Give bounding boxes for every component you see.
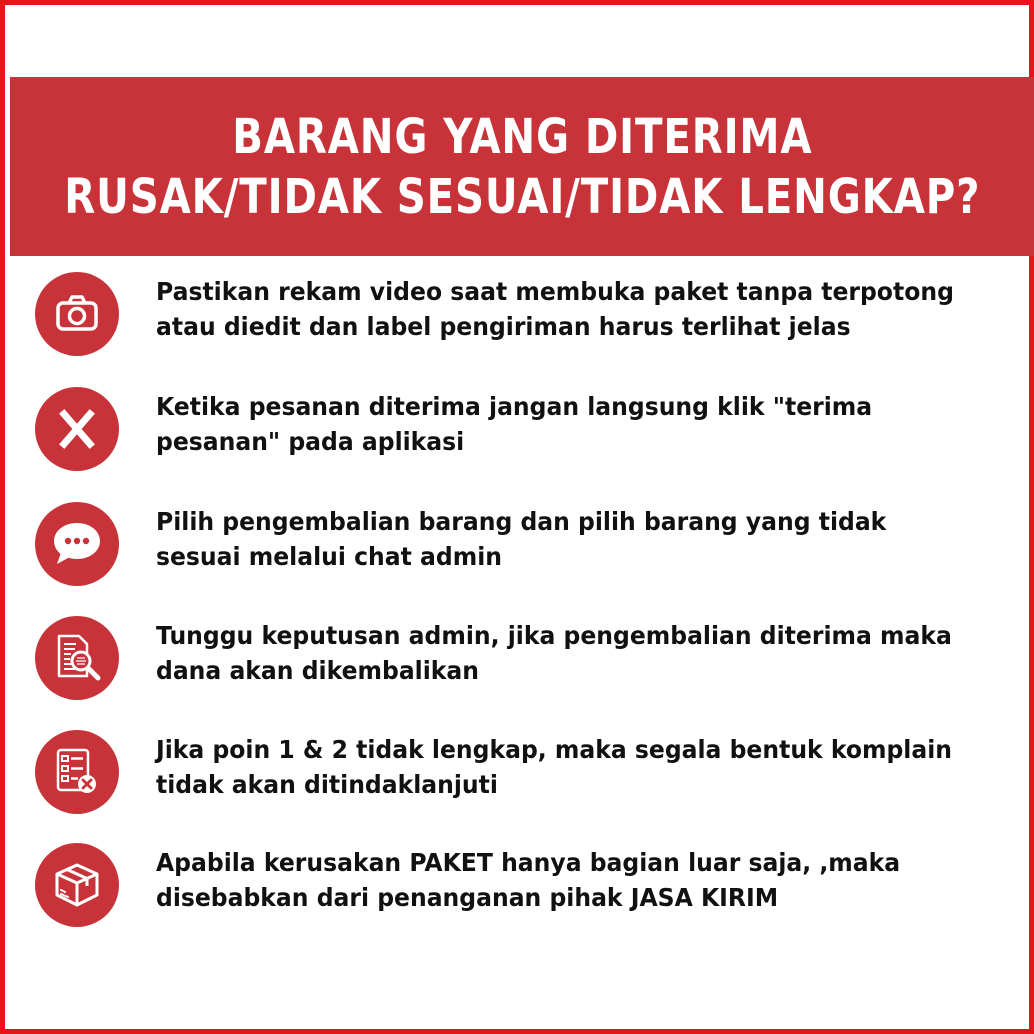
package-box-icon — [35, 843, 119, 927]
banner-title-line-2: RUSAK/TIDAK SESUAI/TIDAK LENGKAP? — [63, 168, 981, 225]
banner-title-line-1: BARANG YANG DITERIMA — [231, 108, 813, 165]
list-item — [5, 502, 1034, 592]
item-text: Tunggu keputusan admin, jika pengembalian diterima maka dana akan dikembalikan — [156, 621, 952, 685]
list-item — [5, 616, 1034, 706]
document-search-icon — [35, 616, 119, 700]
list-item — [5, 387, 1034, 477]
item-text: Apabila kerusakan PAKET hanya bagian luar saja, ,maka disebabkan dari penanganan pihak JASA KIRIM — [156, 848, 901, 912]
title-banner — [10, 77, 1034, 256]
item-text: Ketika pesanan diterima jangan langsung klik "terima pesanan" pada aplikasi — [156, 392, 873, 456]
item-text: Pilih pengembalian barang dan pilih barang yang tidak sesuai melalui chat admin — [156, 507, 887, 571]
checklist-reject-icon — [35, 730, 119, 814]
item-text: Pastikan rekam video saat membuka paket tanpa terpotong atau diedit dan label pengiriman harus terlihat jelas — [156, 277, 954, 341]
list-item — [5, 843, 1034, 933]
camera-icon — [35, 272, 119, 356]
x-mark-icon — [35, 387, 119, 471]
list-item — [5, 730, 1034, 820]
list-item — [5, 272, 1034, 362]
item-text: Jika poin 1 & 2 tidak lengkap, maka segala bentuk komplain tidak akan ditindaklanjuti — [156, 735, 953, 799]
chat-bubble-icon — [35, 502, 119, 586]
